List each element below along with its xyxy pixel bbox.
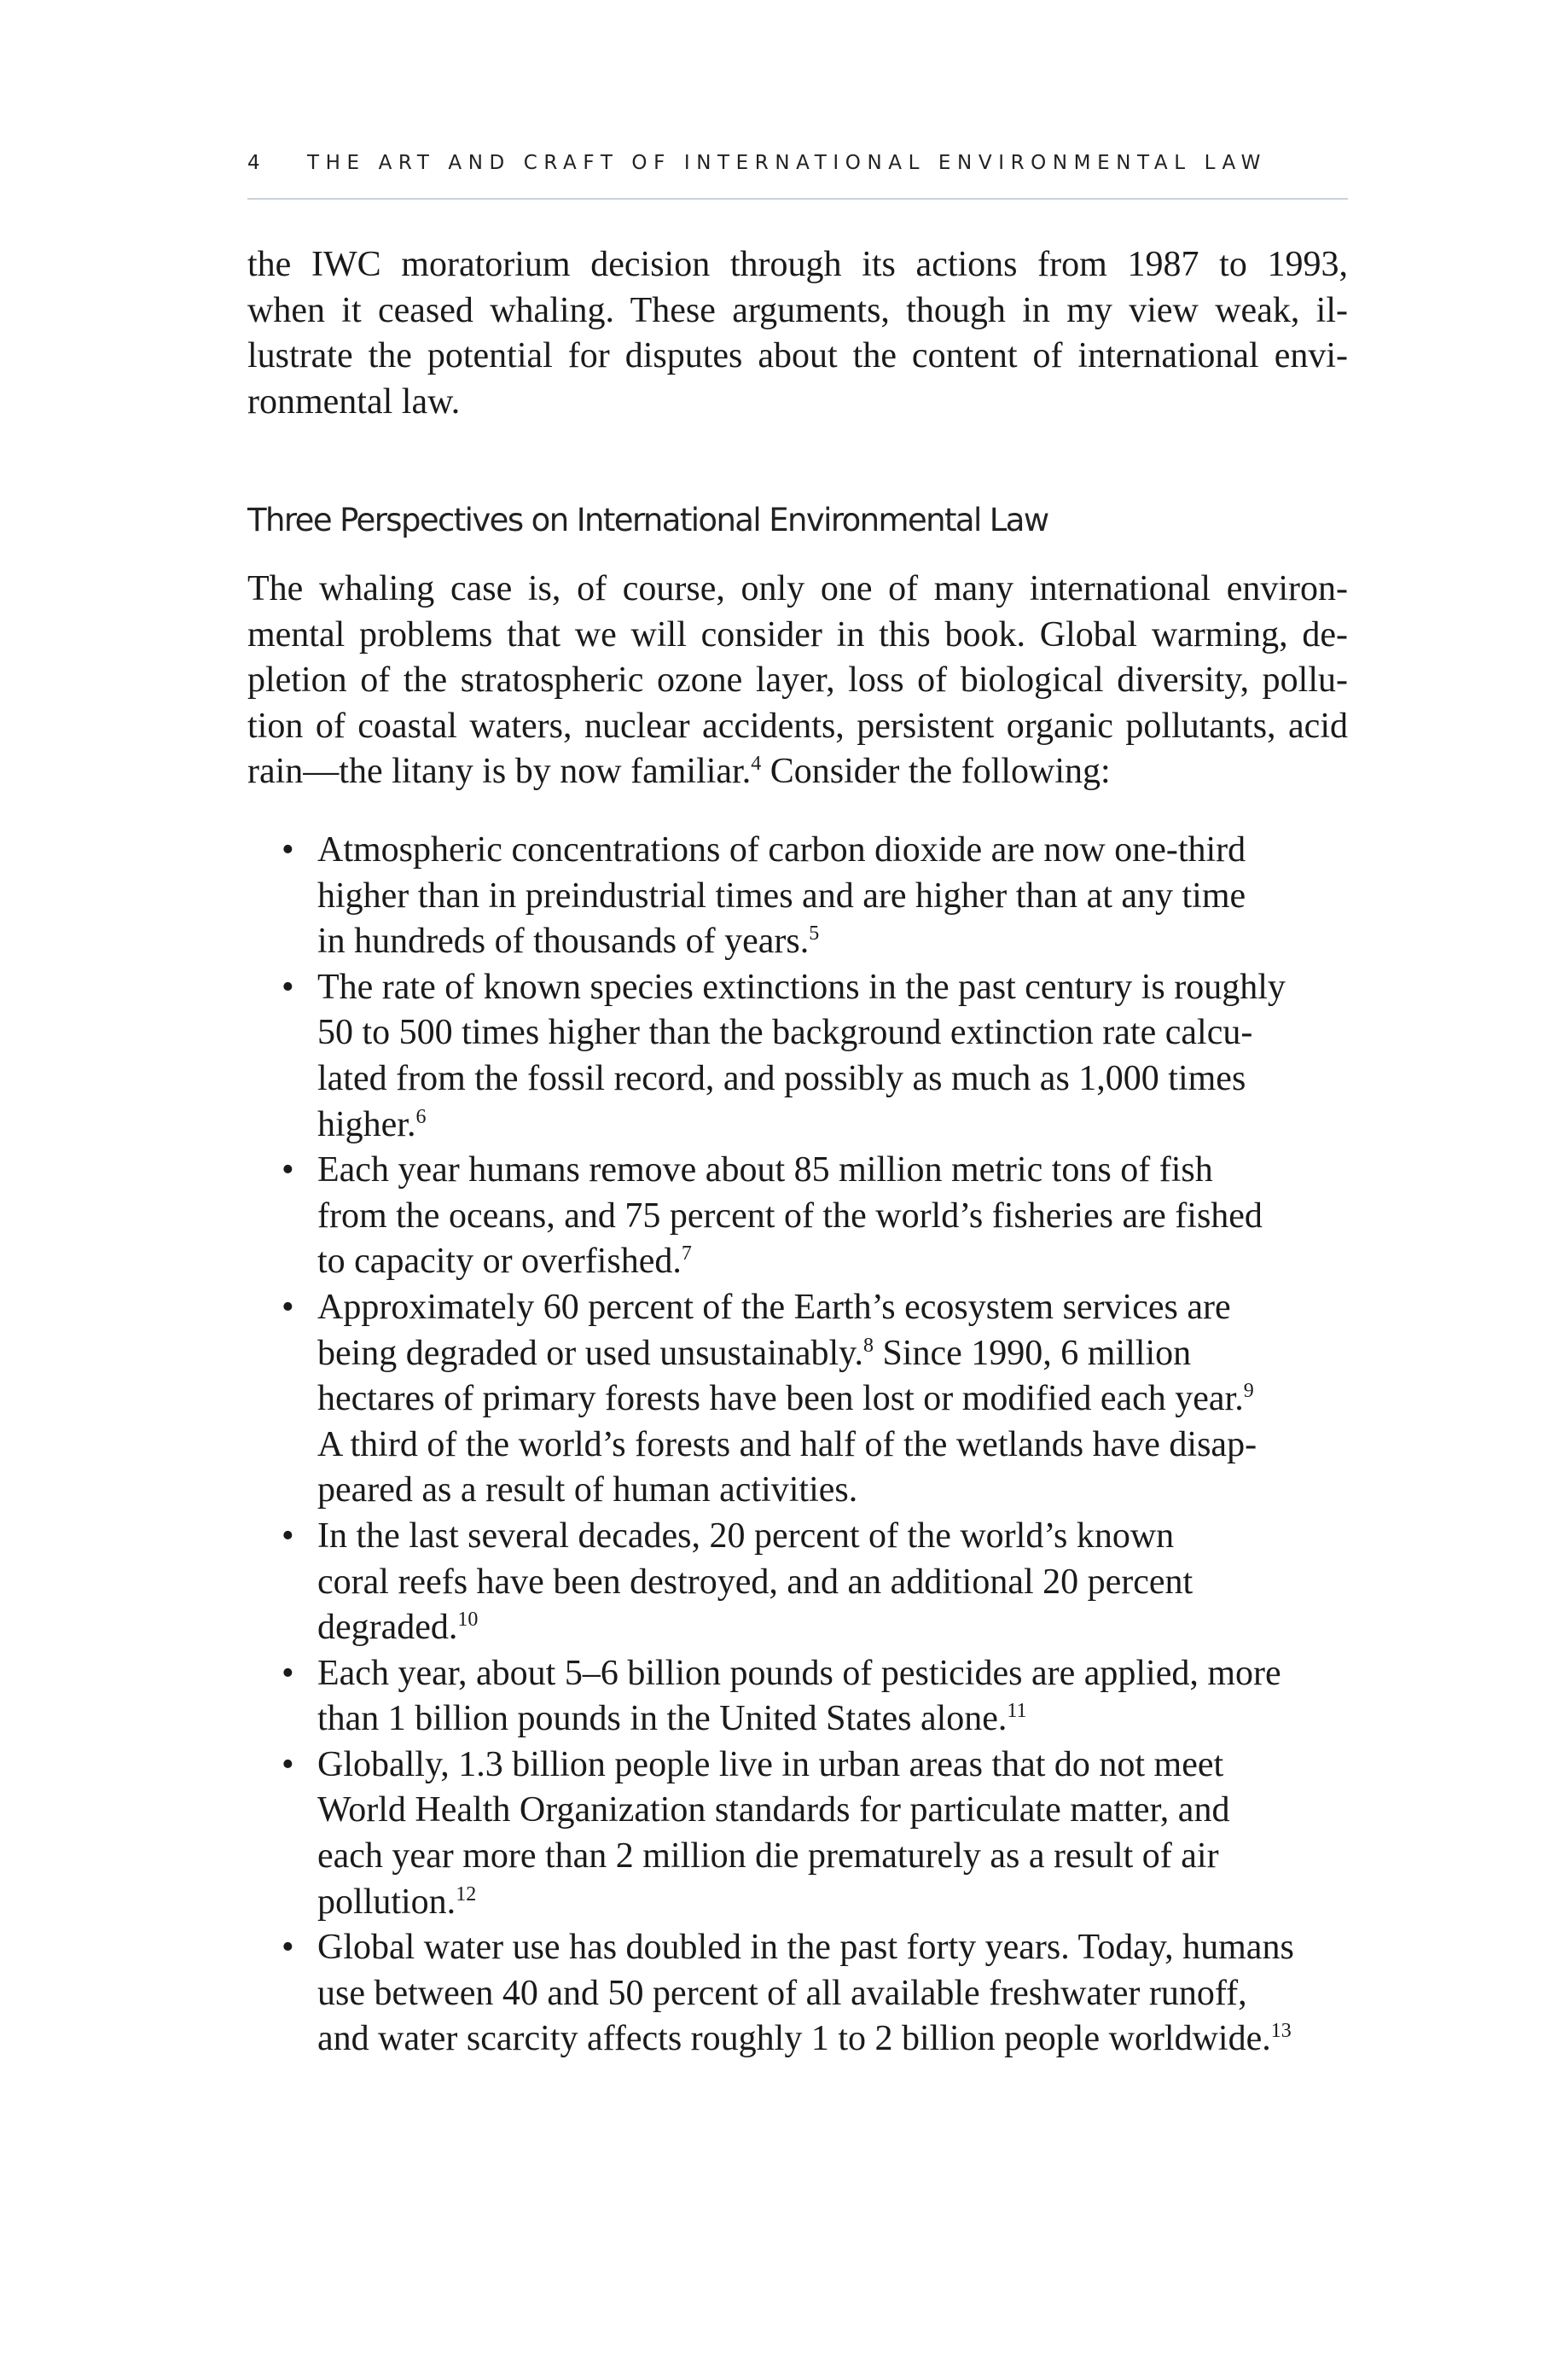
section-heading: Three Perspectives on International Environmental Law bbox=[247, 502, 1048, 538]
bullet-icon: • bbox=[282, 1744, 294, 1784]
text-line: ronmental law. bbox=[247, 381, 461, 422]
text-line: Atmospheric concentrations of carbon dioxide are now one-third bbox=[317, 830, 1246, 870]
text-line bbox=[317, 1376, 1356, 1423]
text-run: to capacity or overfished. bbox=[317, 1242, 682, 1282]
bullet-icon: • bbox=[282, 1287, 294, 1327]
text-line bbox=[317, 2016, 1356, 2063]
text-run: degraded. bbox=[317, 1608, 458, 1648]
text-line: Each year humans remove about 85 million metric tons of fish bbox=[317, 1150, 1213, 1190]
text-run: pollution. bbox=[317, 1882, 456, 1922]
list-item bbox=[282, 965, 1356, 1148]
text-line bbox=[317, 1605, 1356, 1651]
text-line: the IWC moratorium decision through its actions from 1987 to 1993, bbox=[247, 245, 1348, 284]
text-line: peared as a result of human activities. bbox=[317, 1470, 858, 1510]
list-item bbox=[282, 1925, 1356, 2063]
running-head bbox=[247, 152, 1348, 200]
page-number: 4 bbox=[247, 152, 260, 174]
text-line: Approximately 60 percent of the Earth’s ecosystem services are bbox=[317, 1287, 1231, 1327]
list-item bbox=[282, 1285, 1356, 1514]
text-line: In the last several decades, 20 percent of the world’s known bbox=[317, 1516, 1175, 1556]
section-paragraph bbox=[247, 567, 1348, 795]
bullet-icon: • bbox=[282, 1653, 294, 1693]
footnote-ref: 10 bbox=[457, 1609, 479, 1632]
footnote-ref: 13 bbox=[1270, 2020, 1292, 2043]
text-line: each year more than 2 million die prematurely as a result of air bbox=[317, 1836, 1219, 1876]
text-line bbox=[247, 749, 1348, 795]
footnote-ref: 11 bbox=[1007, 1700, 1027, 1723]
bullet-icon: • bbox=[282, 1150, 294, 1190]
list-item bbox=[282, 828, 1356, 965]
text-run: higher. bbox=[317, 1104, 416, 1144]
text-line bbox=[317, 1239, 1356, 1285]
text-line bbox=[317, 1331, 1356, 1377]
text-run: Since 1990, 6 million bbox=[873, 1333, 1192, 1373]
text-line bbox=[317, 1103, 1356, 1149]
text-line: World Health Organization standards for particulate matter, and bbox=[317, 1790, 1230, 1830]
text-run: being degraded or used unsustainably. bbox=[317, 1333, 863, 1373]
bullet-icon: • bbox=[282, 967, 294, 1007]
footnote-ref: 6 bbox=[415, 1105, 427, 1128]
text-line: from the oceans, and 75 percent of the world’s fisheries are fished bbox=[317, 1196, 1263, 1236]
running-head-title: THE ART AND CRAFT OF INTERNATIONAL ENVIRONMENTAL LAW bbox=[307, 152, 1267, 174]
facts-list bbox=[282, 828, 1356, 2063]
text-line: lustrate the potential for disputes about the content of international envi- bbox=[247, 336, 1348, 376]
text-line: Each year, about 5–6 billion pounds of pesticides are applied, more bbox=[317, 1653, 1281, 1693]
text-line: higher than in preindustrial times and are higher than at any time bbox=[317, 876, 1246, 916]
text-line: The whaling case is, of course, only one of many international environ- bbox=[247, 569, 1348, 608]
text-line: lated from the fossil record, and possibly as much as 1,000 times bbox=[317, 1058, 1246, 1098]
text-run: hectares of primary forests have been lost or modified each year. bbox=[317, 1379, 1244, 1419]
text-run: Consider the following: bbox=[761, 752, 1111, 792]
bullet-icon: • bbox=[282, 1928, 294, 1968]
footnote-ref: 7 bbox=[681, 1242, 692, 1265]
text-line: Globally, 1.3 billion people live in urban areas that do not meet bbox=[317, 1744, 1224, 1784]
text-run: than 1 billion pounds in the United States alone. bbox=[317, 1699, 1008, 1739]
footnote-ref: 5 bbox=[809, 922, 820, 945]
footnote-ref: 9 bbox=[1243, 1380, 1254, 1403]
footnote-ref: 12 bbox=[456, 1882, 477, 1905]
text-line: coral reefs have been destroyed, and an additional 20 percent bbox=[317, 1562, 1193, 1602]
text-line bbox=[317, 1880, 1356, 1926]
text-line bbox=[317, 919, 1356, 965]
list-item bbox=[282, 1743, 1356, 1925]
list-item bbox=[282, 1514, 1356, 1651]
text-line bbox=[317, 1696, 1356, 1743]
text-line: 50 to 500 times higher than the background extinction rate calcu- bbox=[317, 1013, 1253, 1053]
text-run: in hundreds of thousands of years. bbox=[317, 922, 810, 962]
text-line: mental problems that we will consider in this book. Global warming, de- bbox=[247, 614, 1348, 655]
bullet-icon: • bbox=[282, 830, 294, 870]
intro-paragraph bbox=[247, 242, 1348, 425]
text-run: and water scarcity affects roughly 1 to 2 billion people worldwide. bbox=[317, 2019, 1271, 2059]
text-line: pletion of the stratospheric ozone layer, loss of biological diversity, pollu- bbox=[247, 660, 1348, 701]
footnote-ref: 4 bbox=[751, 753, 762, 776]
text-line: A third of the world’s forests and half of the wetlands have disap- bbox=[317, 1424, 1257, 1464]
text-line: use between 40 and 50 percent of all available freshwater runoff, bbox=[317, 1973, 1247, 2013]
text-line: The rate of known species extinctions in the past century is roughly bbox=[317, 967, 1286, 1007]
bullet-icon: • bbox=[282, 1516, 294, 1556]
list-item bbox=[282, 1148, 1356, 1285]
text-line: when it ceased whaling. These arguments, though in my view weak, il- bbox=[247, 290, 1348, 330]
footnote-ref: 8 bbox=[862, 1334, 874, 1357]
text-line: Global water use has doubled in the past forty years. Today, humans bbox=[317, 1928, 1294, 1968]
text-run: rain—the litany is by now familiar. bbox=[247, 752, 752, 792]
list-item bbox=[282, 1651, 1356, 1743]
text-line: tion of coastal waters, nuclear accidents, persistent organic pollutants, acid bbox=[247, 706, 1348, 746]
